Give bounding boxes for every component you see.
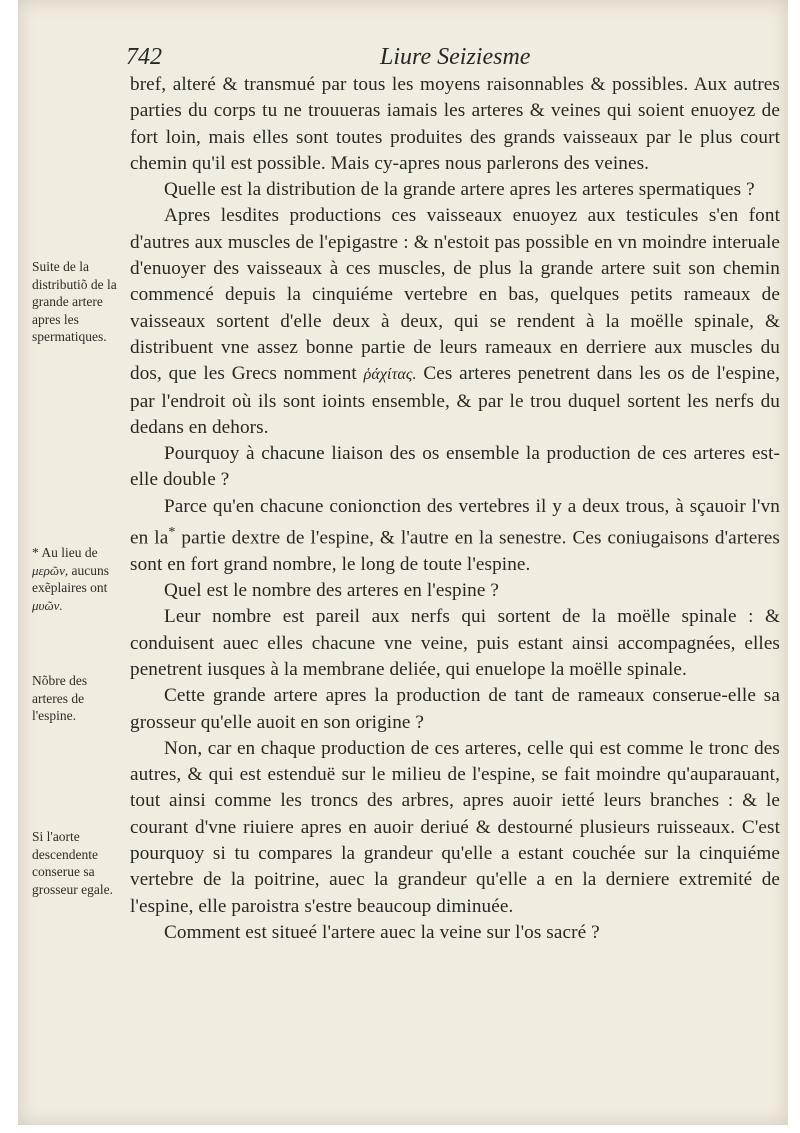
margin-note-greek-2: μυῶν. [32,597,63,613]
answer-distribution-text-2: Ces arteres penetrent dans les os de l'espine, par l'endroit où ils sont ioints ensemble, & par le trou duquel sortent les nerfs du dedans en dehors. [130,363,780,438]
page-header [18,40,788,70]
answer-artery-size: Non, car en chaque production de ces arteres, celle qui est comme le tronc des autres, & qui est estenduë sur le milieu de l'espine, se fait moindre qu'auparauant, tout ainsi comme les troncs des arbres, apres auoir ietté leurs branches : & le courant d'vne riuiere apres en auoir deriué & destourné plusieurs ruisseaux. C'est pourquoy si tu compares la grandeur qu'elle a estant couchée sur la cinquiéme vertebre de la poitrine, auec la grandeur qu'elle a en la derniere extremité de l'espine, elle paroistra s'estre beaucoup diminuée. [130,737,780,917]
margin-note-distribution: Suite de la distributiõ de la grande artere apres les spermatiques. [32,259,117,344]
answer-number-arteries: Leur nombre est pareil aux nerfs qui sortent de la moëlle spinale : & conduisent auec elles chacune vne veine, puis estant ainsi accompagnées, elles penetrent iusques à la membrane deliée, qui enuelope la moëlle spinale. [130,606,780,680]
question-double-production: Pourquoy à chacune liaison des os ensemble la production de ces arteres est-elle double ? [130,443,780,491]
margin-note-greek-1: μερῶν, [32,562,69,578]
greek-word: ῥάχίτας. [363,366,417,384]
question-number-arteries: Quel est le nombre des arteres en l'espine ? [164,580,499,602]
page-number: 742 [126,44,162,70]
answer-distribution-text-1: Apres lesdites productions ces vaisseaux enuoyez aux testicules s'en font d'autres aux muscles de l'epigastre : & n'estoit pas possible en vn moindre interuale d'enuoyer des vaisseaux à ces muscles, de plus la grande artere suit son chemin commencé depuis la cinquiéme vertebre en bas, quelques petits rameaux de vaisseaux sortent d'elle deux à deux, qui se rendent à la moëlle spinale, & distribuent vne assez bonne partie de leurs rameaux en derriere aux muscles du dos, que les Grecs nomment [130,205,780,385]
margin-note-number-arteries: Nõbre des arteres de l'espine. [32,673,88,723]
question-sacrum: Comment est situeé l'artere auec la veine sur l'os sacré ? [164,921,600,943]
book-page [18,0,788,1125]
margin-note-aorta: Si l'aorte descendente conserue sa grosseur egale. [32,829,113,897]
main-text-column [130,72,780,946]
answer-distribution [130,203,780,441]
answer-double-text-2: partie dextre de l'espine, & l'autre en la senestre. Ces coniugaisons d'arteres sont en fort grand nombre, le long de toute l'espine. [130,527,780,575]
margin-note-variant-middle: aucuns exẽplaires ont [32,562,109,595]
question-artery-size: Cette grande artere apres la production de tant de rameaux conserue-elle sa grosseur qu'elle auoit en son origine ? [130,685,780,733]
margin-note-variant-intro: * Au lieu de [32,545,98,560]
question-distribution: Quelle est la distribution de la grande artere apres les arteres spermatiques ? [164,179,755,201]
answer-double-production [130,494,780,578]
margin-note-variant-reading [32,544,124,614]
paragraph-continued: bref, alteré & transmué par tous les moyens raisonnables & possibles. Aux autres parties du corps tu ne trouueras iamais les arteres & veines qui soient enuoyez de fort loin, mais elles sont toutes produites des grands vaisseaux par le plus court chemin qu'il est possible. Mais cy-apres nous parlerons des veines. [130,74,780,174]
footnote-marker: * [168,525,176,541]
running-head: Liure Seiziesme [380,44,531,70]
answer-double-text-1: Parce qu'en chacune conionction des vertebres il y a deux trous, à sçauoir l'vn en la [130,495,780,549]
